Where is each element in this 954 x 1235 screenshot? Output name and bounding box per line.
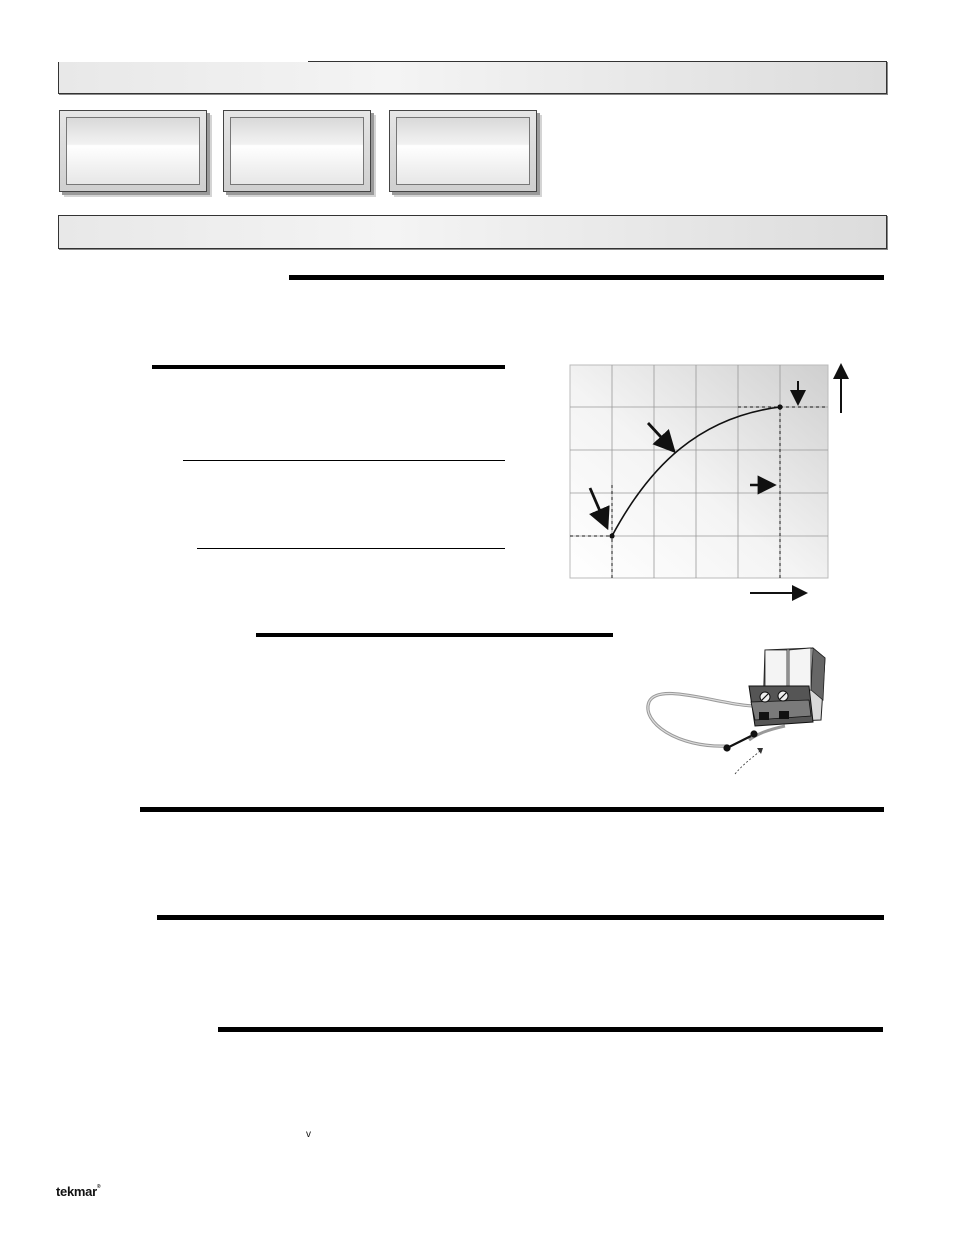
tab-box-2[interactable] [223, 110, 371, 192]
motion-arrow-icon [735, 750, 761, 774]
curve-start-point [609, 533, 614, 538]
terminal-connector-illustration [637, 640, 837, 780]
brand-logo [56, 1184, 100, 1199]
section-rule-4 [218, 1027, 883, 1032]
curve-end-point [777, 404, 782, 409]
response-curve-graph [560, 355, 860, 605]
brand-registered-mark: ® [96, 1184, 101, 1190]
thin-rule-1 [183, 460, 505, 461]
tab-box-1[interactable] [59, 110, 207, 192]
section-rule-2 [140, 807, 884, 812]
graph-background [570, 365, 828, 578]
section-rule-1 [289, 275, 884, 280]
subsection-rule-1 [152, 365, 505, 369]
thin-rule-2 [197, 548, 505, 549]
section-banner [58, 215, 887, 249]
brand-logo-text: tekmar [56, 1184, 97, 1199]
caret-down-icon: v [306, 1129, 311, 1140]
jumper-wire [648, 694, 761, 747]
header-banner [58, 61, 887, 94]
switch-lever [727, 736, 751, 748]
tab-box-3[interactable] [389, 110, 537, 192]
subsection-rule-2 [256, 633, 613, 637]
switch-contact [750, 730, 757, 737]
switch-contact [723, 744, 730, 751]
section-rule-3 [157, 915, 884, 920]
